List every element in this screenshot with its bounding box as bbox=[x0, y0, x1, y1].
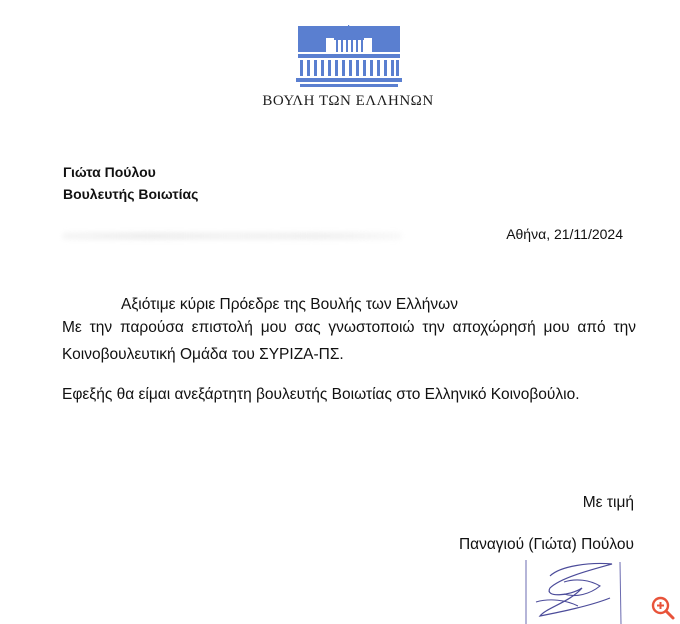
sender-name: Γιώτα Πούλου bbox=[63, 164, 156, 180]
letter-paragraph-2: Εφεξής θα είμαι ανεξάρτητη βουλευτής Βοιωτίας στο Ελληνικό Κοινοβούλιο. bbox=[62, 386, 580, 403]
letter-paragraph-1: Με την παρούσα επιστολή μου σας γνωστοποιώ την αποχώρησή μου από την Κοινοβουλευτική Ομάδα του ΣΥΡΙΖΑ-ΠΣ. bbox=[62, 319, 636, 363]
signer-name: Παναγιού (Γιώτα) Πούλου bbox=[458, 536, 634, 553]
letter-greeting: Αξιότιμε κύριε Πρόεδρε της Βουλής των Ελλήνων bbox=[121, 296, 458, 313]
sender-role: Βουλευτής Βοιωτίας bbox=[63, 186, 199, 202]
zoom-in-icon[interactable] bbox=[650, 595, 676, 621]
handwritten-signature-icon bbox=[520, 558, 630, 624]
redacted-line bbox=[62, 232, 402, 240]
organization-name: ΒΟΥΛΗ ΤΩΝ ΕΛΛΗΝΩΝ bbox=[262, 93, 434, 109]
parliament-logo-icon bbox=[296, 24, 402, 90]
letter-date: Αθήνα, 21/11/2024 bbox=[506, 226, 623, 242]
letter-closing: Με τιμή bbox=[582, 494, 634, 511]
